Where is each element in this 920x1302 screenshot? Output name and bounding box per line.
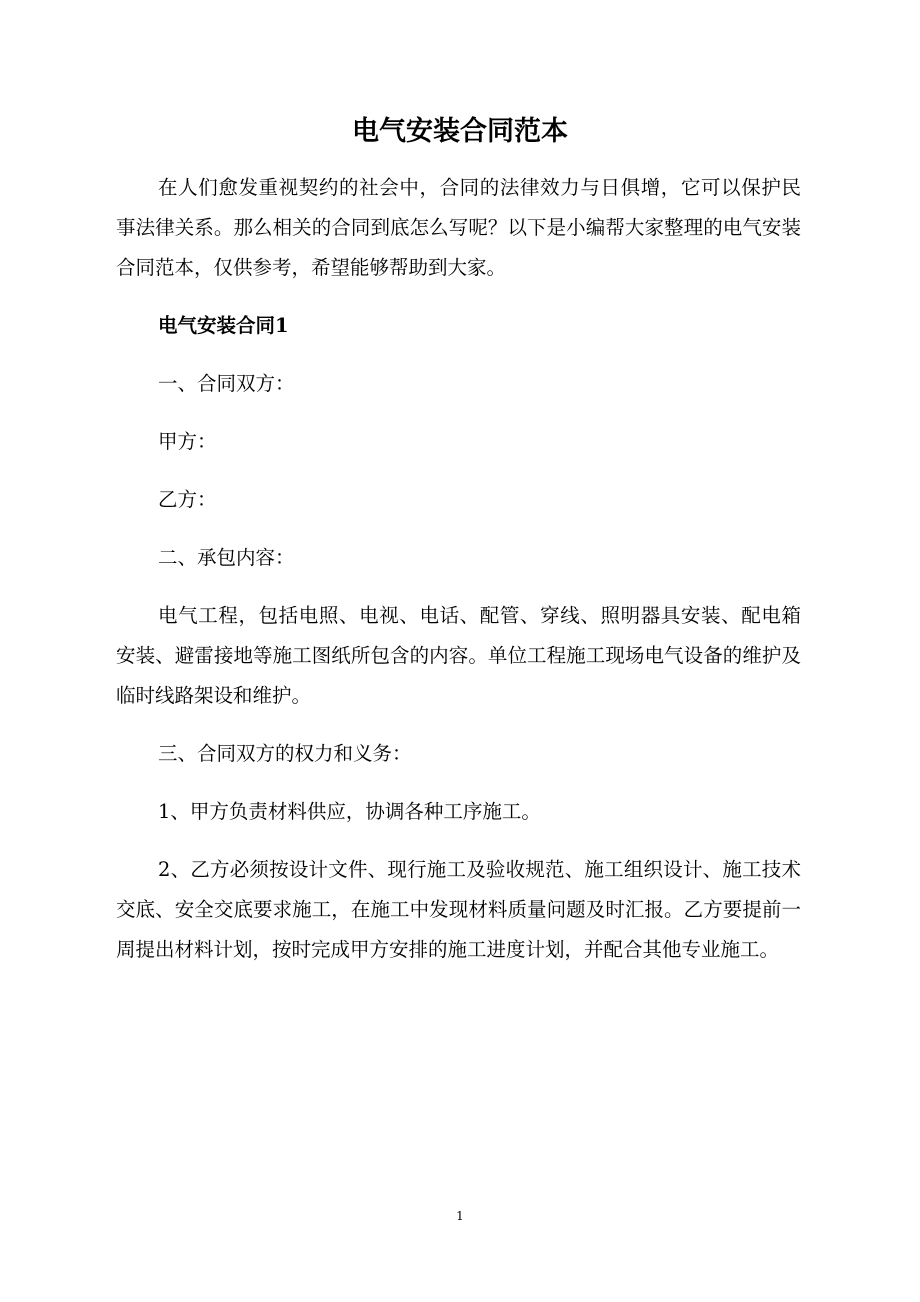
intro-paragraph: 在人们愈发重视契约的社会中，合同的法律效力与日俱增，它可以保护民事法律关系。那么相关的合同到底怎么写呢？以下是小编帮大家整理的电气安装合同范本，仅供参考，希望能够帮助到大家。 [116,176,801,279]
rights-item-1: 1、甲方负责材料供应，协调各种工序施工。 [158,800,541,823]
clause-parties: 一、合同双方： [158,372,295,395]
scope-paragraph: 电气工程，包括电照、电视、电话、配管、穿线、照明器具安装、配电箱安装、避雷接地等施工图纸所包含的内容。单位工程施工现场电气设备的维护及临时线路架设和维护。 [116,604,801,707]
section-heading: 电气安装合同1 [158,314,289,337]
party-b-line: 乙方： [158,488,217,511]
page-number: 1 [456,1209,464,1223]
clause-rights: 三、合同双方的权力和义务： [158,742,412,765]
document-title: 电气安装合同范本 [352,116,568,147]
party-a-line: 甲方： [158,430,217,453]
rights-item-2: 2、乙方必须按设计文件、现行施工及验收规范、施工组织设计、施工技术交底、安全交底要求施工，在施工中发现材料质量问题及时汇报。乙方要提前一周提出材料计划，按时完成甲方安排的施工进度计划，并配合其他专业施工。 [116,858,801,961]
clause-scope: 二、承包内容： [158,546,295,569]
document-body [116,168,801,970]
